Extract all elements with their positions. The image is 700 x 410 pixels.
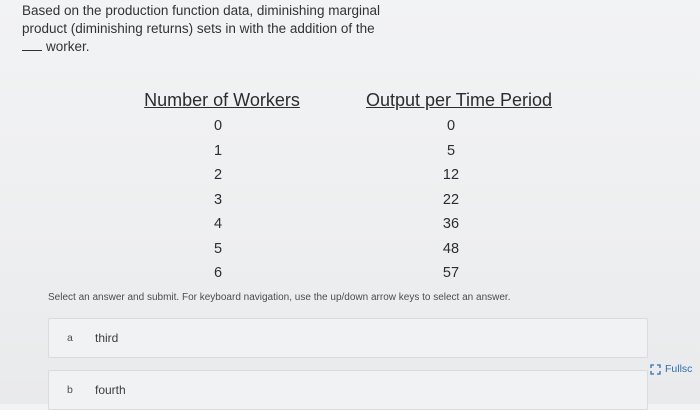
workers-value: 1: [213, 142, 223, 159]
option-label: third: [95, 331, 119, 345]
output-value: 48: [442, 240, 460, 257]
output-value: 0: [446, 118, 456, 134]
output-value: 36: [442, 216, 460, 232]
option-letter: a: [67, 332, 73, 344]
workers-value: 5: [213, 240, 223, 257]
answer-blank: [22, 40, 42, 51]
answer-option-b[interactable]: [48, 370, 648, 410]
instructions-text: Select an answer and submit. For keyboard navigation, use the up/down arrow keys to select an answer.: [48, 292, 511, 303]
workers-value: 0: [213, 118, 223, 134]
output-header: Output per Time Period: [365, 90, 553, 110]
fullscreen-icon: [650, 364, 661, 375]
output-value: 12: [442, 167, 460, 183]
question-line-1: Based on the production function data, diminishing marginal: [22, 3, 380, 18]
answer-option-a[interactable]: [48, 318, 648, 358]
question-line-3-text: worker.: [46, 39, 90, 54]
workers-value: 4: [213, 216, 223, 232]
workers-column: [138, 86, 306, 286]
question-line-3: [22, 38, 442, 56]
workers-value: 3: [213, 191, 223, 208]
workers-value: 2: [213, 167, 223, 183]
output-value: 57: [442, 265, 460, 281]
question-text: [22, 2, 442, 56]
output-values: [348, 114, 554, 286]
workers-values: [134, 114, 302, 286]
workers-value: 6: [213, 265, 223, 281]
option-label: fourth: [95, 383, 126, 397]
fullscreen-label: Fullsc: [665, 363, 693, 375]
output-value: 22: [442, 191, 460, 208]
output-value: 5: [446, 142, 456, 159]
workers-header: Number of Workers: [144, 90, 300, 110]
option-letter: b: [67, 384, 73, 396]
output-column: [356, 86, 562, 286]
question-line-2: product (diminishing returns) sets in with the addition of the: [22, 21, 375, 36]
fullscreen-button[interactable]: [650, 360, 700, 378]
